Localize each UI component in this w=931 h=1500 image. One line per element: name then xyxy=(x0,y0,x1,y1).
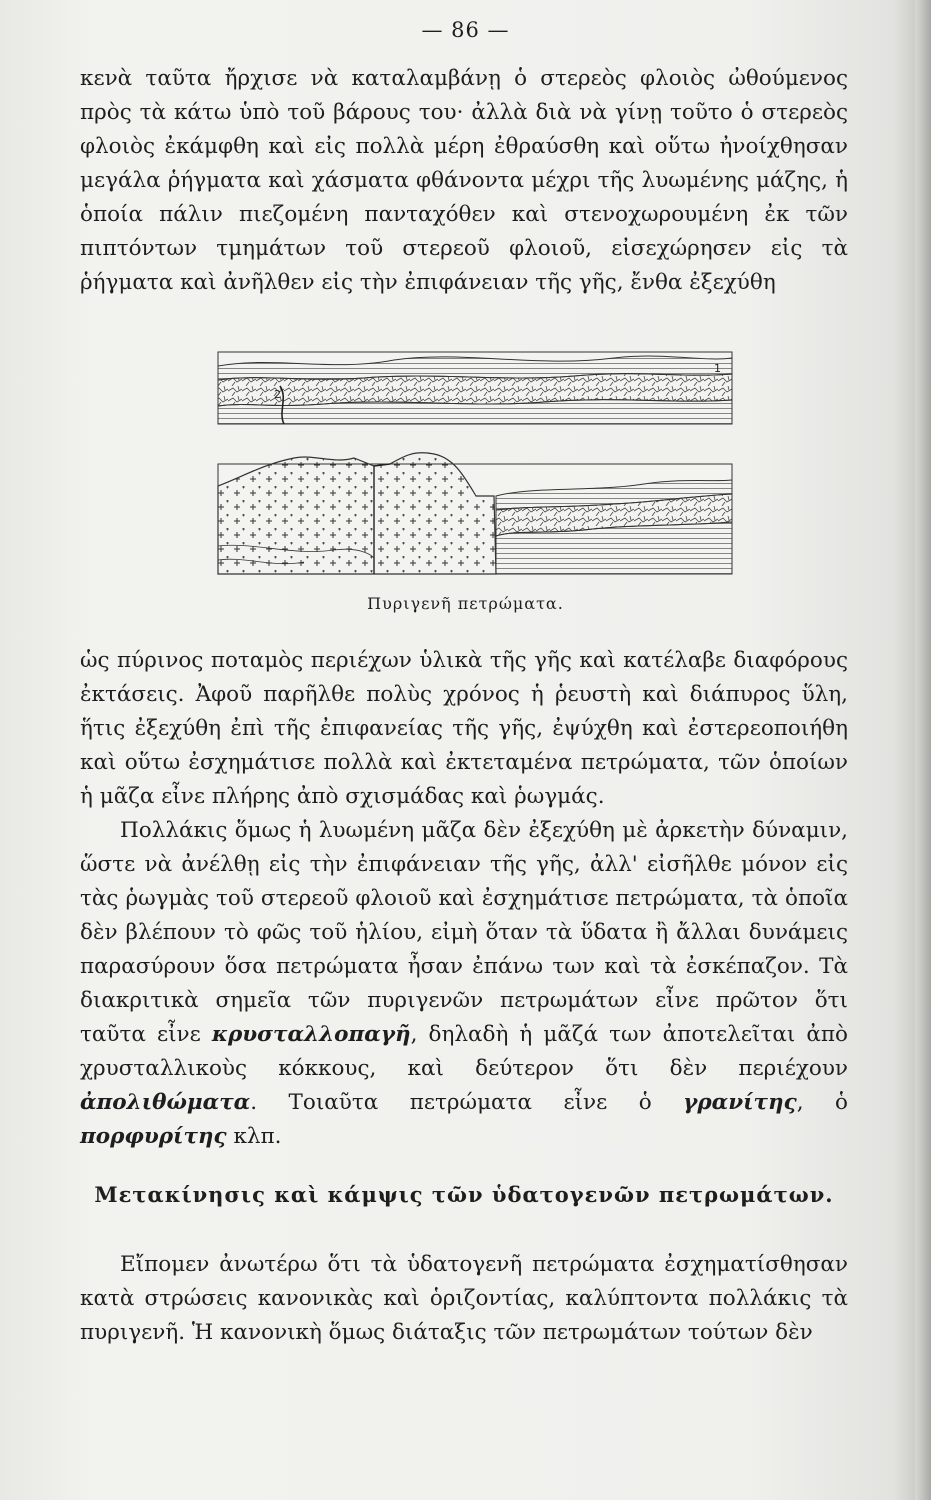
text-run: Πολλάκις ὅμως ἡ λυωμένη μᾶζα δὲν ἐξεχύθη μὲ ἀρκετὴν δύναμιν, ὥστε νὰ ἀνέλθῃ εἰς τὴν ἐπιφάνειαν τῆς γῆς, ἀλλ' εἰσῆλθε μόνον εἰς τὰς ῥωγμὰς τοῦ στερεοῦ φλοιοῦ καὶ ἐσχημάτισε πετρώματα, τὰ ὁποῖα δὲν βλέπουν τὸ φῶς τοῦ ἡλίου, εἰμὴ ὅταν τὰ ὕδατα ἢ ἄλλαι δυνάμεις παρασύρουν ὅσα πετρώματα ἦσαν ἐπάνω των καὶ τὰ ἐσκέπαζον. Τὰ διακριτικὰ σημεῖα τῶν πυριγενῶν πετρωμάτων εἶνε πρῶτον ὅτι ταῦτα εἶνε xyxy=(80,818,848,1047)
page-number: — 86 — xyxy=(421,18,510,42)
emphasized-term: ἀπολιθώματα xyxy=(80,1090,251,1115)
lower-section xyxy=(218,453,732,574)
section-heading: Μετακίνησις καὶ κάμψις τῶν ὑδατογενῶν πετρωμάτων. xyxy=(94,1182,834,1207)
geological-cross-section-illustration xyxy=(214,346,734,578)
text-run: κλπ. xyxy=(226,1124,282,1149)
figure-label-2: 2 xyxy=(274,388,281,401)
text-run: , ὁ xyxy=(796,1090,848,1115)
text-block-middle xyxy=(80,644,848,1154)
figure-caption: Πυριγενῆ πετρώματα. xyxy=(367,594,564,613)
upper-section xyxy=(218,352,732,424)
text-block-top xyxy=(80,62,848,300)
text-run: . Τοιαῦτα πετρώματα εἶνε ὁ xyxy=(250,1090,684,1115)
paragraph: ὡς πύρινος ποταμὸς περιέχων ὑλικὰ τῆς γῆς καὶ κατέλαβε διαφόρους ἐκτάσεις. Ἀφοῦ παρῆλθε πολὺς χρόνος ἡ ῥευστὴ καὶ διάπυρος ὕλη, ἥτις ἐξεχύθη ἐπὶ τῆς ἐπιφανείας τῆς γῆς, ἐψύχθη καὶ ἐστερεοποιήθη καὶ οὕτω ἐσχημάτισε πολλὰ καὶ ἐκτεταμένα πετρώματα, τῶν ὁποίων ἡ μᾶζα εἶνε πλήρης ἀπὸ σχισμάδας καὶ ῥωγμάς. xyxy=(80,648,848,809)
figure-label-1: 1 xyxy=(714,362,721,375)
page-edge xyxy=(915,0,931,1500)
paragraph: Εἴπομεν ἀνωτέρω ὅτι τὰ ὑδατογενῆ πετρώματα ἐσχηματίσθησαν κατὰ στρώσεις κανονικὰς καὶ ὁριζοντίας, καλύπτοντα πολλάκις τὰ πυριγενῆ. Ἡ κανονικὴ ὅμως διάταξις τῶν πετρωμάτων τούτων δὲν xyxy=(80,1252,848,1345)
emphasized-term: κρυσταλλοπαγῆ xyxy=(211,1022,411,1047)
text-run: , δηλαδὴ ἡ μᾶζά των ἀποτελεῖται ἀπὸ χρυσταλλικοὺς κόκκους, καὶ δεύτερον ὅτι δὲν περιέχουν xyxy=(80,1022,848,1081)
emphasized-term: πορφυρίτης xyxy=(80,1124,227,1149)
paragraph xyxy=(80,814,848,1154)
emphasized-term: γρανίτης xyxy=(683,1090,797,1115)
text-block-bottom xyxy=(80,1248,848,1350)
figure-igneous-rocks xyxy=(214,346,734,578)
paragraph: κενὰ ταῦτα ἤρχισε νὰ καταλαμβάνῃ ὁ στερεὸς φλοιὸς ὠθούμενος πρὸς τὰ κάτω ὑπὸ τοῦ βάρους του· ἀλλὰ διὰ νὰ γίνῃ τοῦτο ὁ στερεὸς φλοιὸς ἐκάμφθη καὶ εἰς πολλὰ μέρη ἐθραύσθη καὶ οὕτω ἠνοίχθησαν μεγάλα ῥήγματα καὶ χάσματα φθάνοντα μέχρι τῆς λυωμένης μάζης, ἡ ὁποία πάλιν πιεζομένη πανταχόθεν καὶ στενοχωρουμένη ἐκ τῶν πιπτόντων τμημάτων τοῦ στερεοῦ φλοιοῦ, εἰσεχώρησεν εἰς τὰ ῥήγματα καὶ ἀνῆλθεν εἰς τὴν ἐπιφάνειαν τῆς γῆς, ἔνθα ἐξεχύθη xyxy=(80,66,848,295)
